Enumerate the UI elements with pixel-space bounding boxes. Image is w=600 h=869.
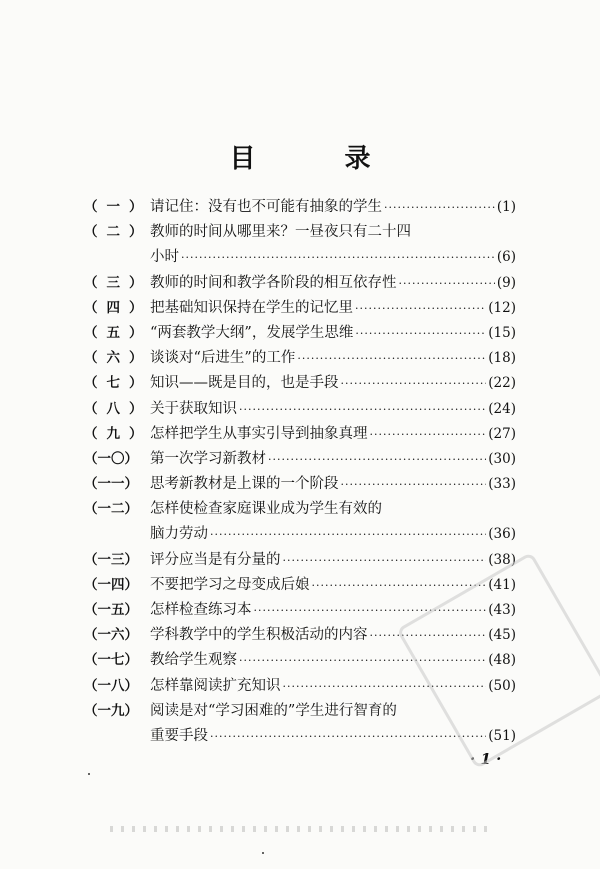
toc-entry-text: 评分应当是有分量的 xyxy=(150,551,281,568)
toc-entry xyxy=(84,422,516,447)
toc-entry-page: (9) xyxy=(496,274,516,291)
toc-entry-title xyxy=(150,245,516,270)
toc-entry-page: (12) xyxy=(488,299,516,316)
toc-entry xyxy=(84,522,516,547)
toc-entry-text: “两套教学大纲”，发展学生思维 xyxy=(150,324,354,341)
toc-entry-text: 怎样检查练习本 xyxy=(150,602,252,618)
toc-entry-text: 不要把学习之母变成后娘 xyxy=(150,576,310,593)
toc-entry-title xyxy=(150,472,516,497)
dot-leader xyxy=(268,447,486,472)
toc-entry-text: 学科教学中的学生积极活动的内容 xyxy=(150,627,368,644)
toc-entry-number: （一〇） xyxy=(84,450,138,467)
toc-entry-text: 重要手段 xyxy=(150,727,208,744)
dot-leader xyxy=(181,245,495,270)
toc-entry xyxy=(84,371,516,396)
toc-entry-text: 怎样靠阅读扩充知识 xyxy=(150,677,281,694)
toc-entry-title xyxy=(150,220,516,245)
toc-entry-text: 把基础知识保持在学生的记忆里 xyxy=(150,299,353,316)
toc-entry-page: (38) xyxy=(488,551,516,568)
dot-leader xyxy=(370,422,487,447)
page-title: 目 录 xyxy=(229,144,411,174)
toc-entry xyxy=(84,346,516,371)
toc-entry-text: 教师的时间从哪里来？一昼夜只有二十四 xyxy=(150,224,411,241)
toc-entry xyxy=(84,724,516,749)
toc-entry-title xyxy=(150,321,516,346)
toc-entry xyxy=(84,573,516,598)
toc-entry xyxy=(84,296,516,321)
toc-entry xyxy=(84,447,516,472)
toc-entry-text: 教师的时间和教学各阶段的相互依存性 xyxy=(150,274,397,291)
toc-entry-number: （二） xyxy=(84,224,152,241)
toc-entry-text: 第一次学习新教材 xyxy=(150,450,266,467)
toc-entry xyxy=(84,497,516,522)
toc-entry-text: 怎样把学生从事实引导到抽象真理 xyxy=(150,425,368,442)
toc-entry-number: （三） xyxy=(84,274,152,291)
scan-speck xyxy=(88,773,90,775)
toc-entry-number: （六） xyxy=(84,350,152,367)
dot-leader xyxy=(283,548,487,573)
toc-entry xyxy=(84,220,516,245)
toc-entry-text: 阅读是对“学习困难的”学生进行智育的 xyxy=(150,702,397,719)
toc-entry-page: (36) xyxy=(488,526,516,543)
toc-entry xyxy=(84,548,516,573)
toc-entry-text: 关于获取知识 xyxy=(150,400,237,417)
toc-entry-text: 请记住：没有也不可能有抽象的学生 xyxy=(150,199,382,215)
toc-entry-page: (51) xyxy=(488,727,516,744)
toc-entry-title xyxy=(150,195,516,220)
toc-entry-number: （四） xyxy=(84,299,152,316)
toc-entry xyxy=(84,245,516,270)
toc-entry-title xyxy=(150,296,516,321)
toc-entry-text: 谈谈对“后进生”的工作 xyxy=(150,350,296,367)
toc-entry xyxy=(84,195,516,220)
toc-entry-title xyxy=(150,371,516,396)
dot-leader xyxy=(355,296,486,321)
toc-entry-number: （一五） xyxy=(84,602,138,618)
dot-leader xyxy=(355,321,486,346)
toc-entry-number: （一七） xyxy=(84,652,138,669)
dot-leader xyxy=(341,371,487,396)
toc-entry-number: （八） xyxy=(84,400,152,417)
toc-entry-number: （一三） xyxy=(84,551,138,568)
toc-entry-page: (45) xyxy=(488,627,516,644)
toc-entry-number: （一八） xyxy=(84,677,138,694)
dot-leader xyxy=(384,195,495,220)
dot-leader xyxy=(341,472,487,497)
toc-entry-page: (1) xyxy=(496,199,516,215)
toc-entry-text: 怎样使检查家庭课业成为学生有效的 xyxy=(150,501,382,518)
toc-entry-page: (15) xyxy=(488,324,516,341)
toc-entry-page: (30) xyxy=(488,450,516,467)
toc-entry-page: (41) xyxy=(488,576,516,593)
dot-leader xyxy=(239,397,486,422)
toc-entry-page: (22) xyxy=(488,375,516,392)
toc-entry xyxy=(84,472,516,497)
page-number: · 1 · xyxy=(470,750,502,768)
toc-entry-page: (27) xyxy=(488,425,516,442)
toc-entry-text: 思考新教材是上课的一个阶段 xyxy=(150,476,339,493)
dot-leader xyxy=(210,522,486,547)
toc-entry-page: (50) xyxy=(488,677,516,694)
toc-entry xyxy=(84,271,516,296)
toc-entry-page: (18) xyxy=(488,350,516,367)
toc-entry-number: （七） xyxy=(84,375,152,392)
dot-leader xyxy=(210,724,486,749)
toc-entry-page: (24) xyxy=(488,400,516,417)
toc-entry-title xyxy=(150,397,516,422)
toc-entry-number: （一九） xyxy=(84,702,138,719)
toc-entry-number: （五） xyxy=(84,324,152,341)
toc-entry-title xyxy=(150,447,516,472)
toc-entry-title xyxy=(150,522,516,547)
dot-leader xyxy=(297,346,486,371)
toc-entry-title xyxy=(150,548,516,573)
toc-entry-page: (43) xyxy=(488,602,516,618)
toc-entry-number: （一一） xyxy=(84,476,138,493)
toc-entry-number: （一） xyxy=(84,199,152,215)
toc-entry-text: 教给学生观察 xyxy=(150,652,237,669)
toc-entry-text: 知识——既是目的，也是手段 xyxy=(150,375,339,392)
toc-entry-text: 小时 xyxy=(150,249,179,266)
toc-entry xyxy=(84,397,516,422)
toc-entry-page: (33) xyxy=(488,476,516,493)
toc-entry-page: (6) xyxy=(496,249,516,266)
toc-entry-title xyxy=(150,422,516,447)
toc-entry-title xyxy=(150,271,516,296)
toc-entry xyxy=(84,321,516,346)
scan-artifact xyxy=(110,826,490,832)
toc-entry-number: （一二） xyxy=(84,501,138,518)
toc-entry-page: (48) xyxy=(488,652,516,669)
toc-entry-title xyxy=(150,346,516,371)
dot-leader xyxy=(399,271,495,296)
toc-entry-number: （九） xyxy=(84,425,152,442)
toc-entry-number: （一六） xyxy=(84,627,138,644)
scan-speck xyxy=(262,852,264,854)
toc-entry-number: （一四） xyxy=(84,576,138,593)
toc-entry-text: 脑力劳动 xyxy=(150,526,208,543)
toc-entry-title xyxy=(150,497,516,522)
